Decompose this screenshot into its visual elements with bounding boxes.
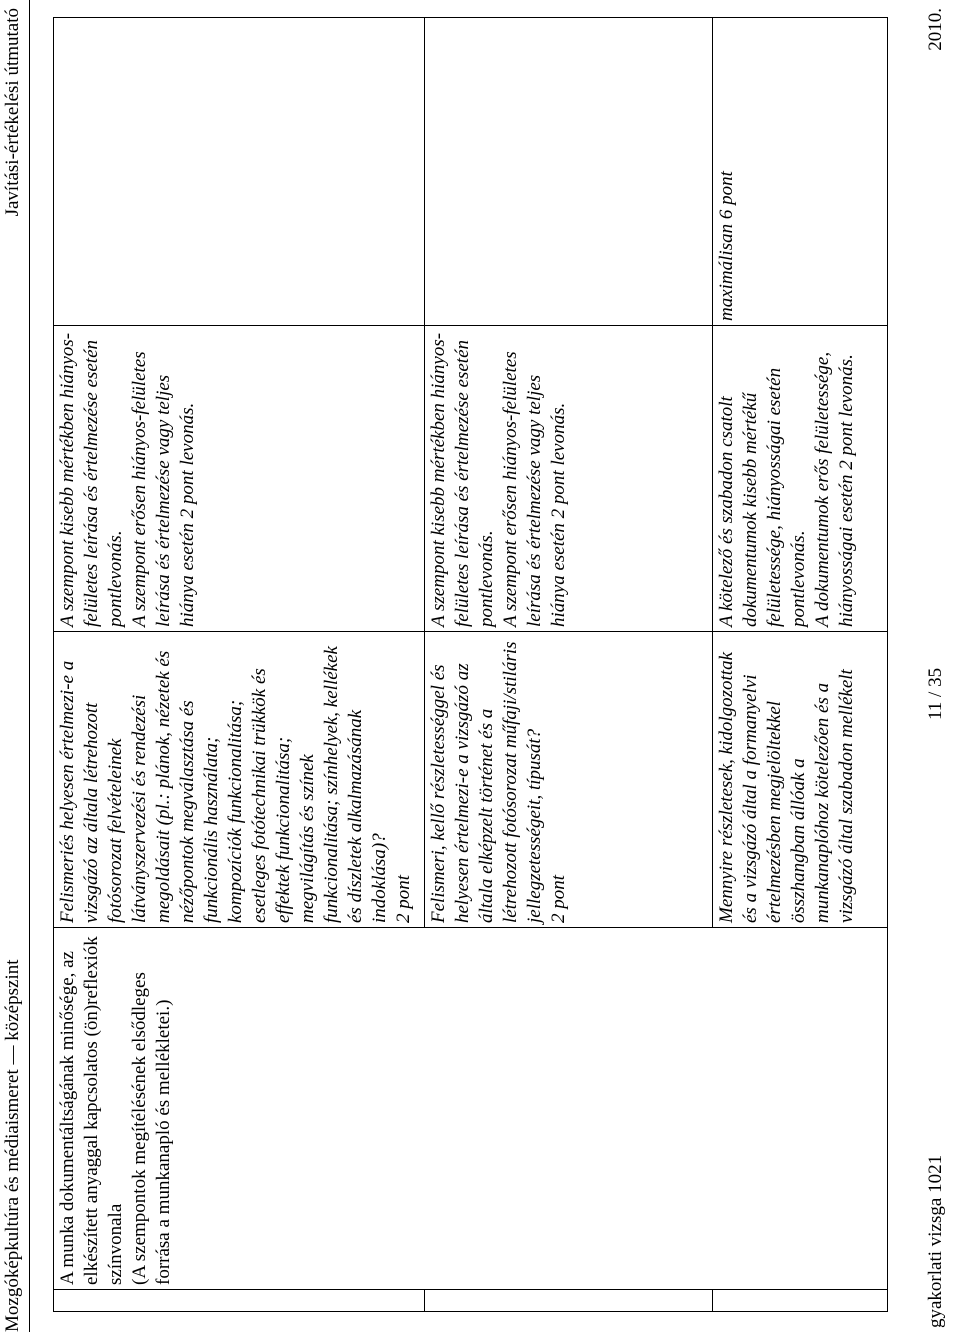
- evaluation-line: A szempont erősen hiányos-felületes: [129, 351, 150, 627]
- evaluation-line: dokumentumok kisebb mértékű: [740, 392, 761, 627]
- description-line: Felismeriés helyesen értelmezi-e a: [57, 660, 78, 923]
- blank-cell: [425, 1290, 713, 1312]
- evaluation-line: A szempont kisebb mértékben hiányos-: [428, 332, 449, 627]
- evaluation-line: hiánya esetén 2 pont levonás.: [548, 402, 569, 627]
- description-line: Felismeri, kellő részletességgel és: [428, 664, 449, 923]
- description-line: nézőpontok megválasztása és: [177, 700, 198, 923]
- description-cell: [425, 632, 713, 928]
- evaluation-line: leírása és értelmezése vagy teljes: [153, 374, 174, 627]
- evaluation-line: felületes leírása és értelmezése esetén: [81, 339, 102, 627]
- evaluation-line: hiányosságai esetén 2 pont levonás.: [836, 354, 857, 627]
- evaluation-line: pontlevonás.: [476, 530, 497, 627]
- evaluation-line: A szempont kisebb mértékben hiányos-: [57, 332, 78, 627]
- header-divider: [29, 0, 30, 1332]
- score-cell: [713, 18, 888, 326]
- description-line: effektek funkcionalitása;: [273, 736, 294, 923]
- description-line: megvilágítás és színek: [297, 754, 318, 923]
- description-line: 2 pont: [548, 874, 569, 923]
- criterion-line: forrása a munkanapló és mellékletei.): [153, 999, 174, 1285]
- header-right: Javítási-értékelési útmutató: [2, 8, 23, 217]
- header-left: Mozgóképkultúra és médiaismeret — középszint: [2, 959, 23, 1332]
- criterion-line: A munka dokumentáltságának minősége, az: [57, 951, 78, 1285]
- description-line: indoklása)?: [369, 833, 390, 923]
- evaluation-line: leírása és értelmezése vagy teljes: [524, 374, 545, 627]
- evaluation-table: [53, 17, 888, 1312]
- description-line: látványszervezési és rendezési: [129, 694, 150, 923]
- description-line: esetleges fotótechnikai trükkök és: [249, 668, 270, 923]
- evaluation-line: hiánya esetén 2 pont levonás.: [177, 402, 198, 627]
- description-line: kompozíciók funkcionalitása;: [225, 699, 246, 923]
- description-line: jellegzetességeit, típusát?: [524, 728, 545, 923]
- evaluation-line: A kötelező és szabadon csatolt: [716, 396, 737, 627]
- description-line: és díszletek alkalmazásának: [345, 709, 366, 923]
- description-line: vizsgázó az általa létrehozott: [81, 702, 102, 923]
- score-cell: [54, 18, 425, 326]
- description-cell: [713, 632, 888, 928]
- blank-cell: [54, 1290, 425, 1312]
- description-line: Mennyire részletesek, kidolgozottak: [716, 651, 737, 923]
- description-line: munkanaplóhoz kötelezően és a: [812, 682, 833, 923]
- evaluation-line: felületes leírása és értelmezése esetén: [452, 339, 473, 627]
- description-line: megoldásait (pl.: plánok, nézetek és: [153, 650, 174, 923]
- footer-exam-code: gyakorlati vizsga 1021: [925, 1154, 946, 1328]
- evaluation-line: pontlevonás.: [788, 530, 809, 627]
- score-text: maximálisan 6 pont: [716, 171, 737, 321]
- footer-year: 2010.: [925, 8, 946, 51]
- evaluation-cell: [713, 326, 888, 632]
- blank-cell: [713, 1290, 888, 1312]
- description-line: értelmezésben megjelöltekkel: [764, 700, 785, 923]
- criterion-cell: [54, 928, 888, 1290]
- evaluation-line: A dokumentumok erős felületessége,: [812, 351, 833, 627]
- evaluation-cell: [54, 326, 425, 632]
- description-line: összhangban állóak a: [788, 758, 809, 923]
- evaluation-line: A szempont erősen hiányos-felületes: [500, 351, 521, 627]
- evaluation-line: pontlevonás.: [105, 530, 126, 627]
- criterion-line: elkészített anyaggal kapcsolatos (ön)reflexiók: [81, 936, 102, 1285]
- evaluation-line: felületessége, hiányosságai esetén: [764, 367, 785, 627]
- evaluation-cell: [425, 326, 713, 632]
- criterion-line: színvonala: [105, 1203, 126, 1285]
- description-line: fotósorozat felvételeinek: [105, 738, 126, 923]
- description-cell: [54, 632, 425, 928]
- page-number: 11 / 35: [925, 667, 946, 720]
- score-cell: [425, 18, 713, 326]
- description-line: funkcionális használata;: [201, 736, 222, 923]
- description-line: általa elképzelt történet és a: [476, 708, 497, 923]
- description-line: helyesen értelmezi-e a vizsgázó az: [452, 663, 473, 923]
- criterion-line: (A szempontok megítélésének elsődleges: [129, 972, 150, 1285]
- description-line: és a vizsgázó által a formanyelvi: [740, 674, 761, 923]
- description-line: 2 pont: [393, 874, 414, 923]
- description-line: funkcionalitása; színhelyek, kellékek: [321, 646, 342, 923]
- description-line: létrehozott fotósorozat műfaji/stiláris: [500, 641, 521, 923]
- table-row: [54, 18, 425, 1312]
- description-line: vizsgázó által szabadon mellékelt: [836, 669, 857, 923]
